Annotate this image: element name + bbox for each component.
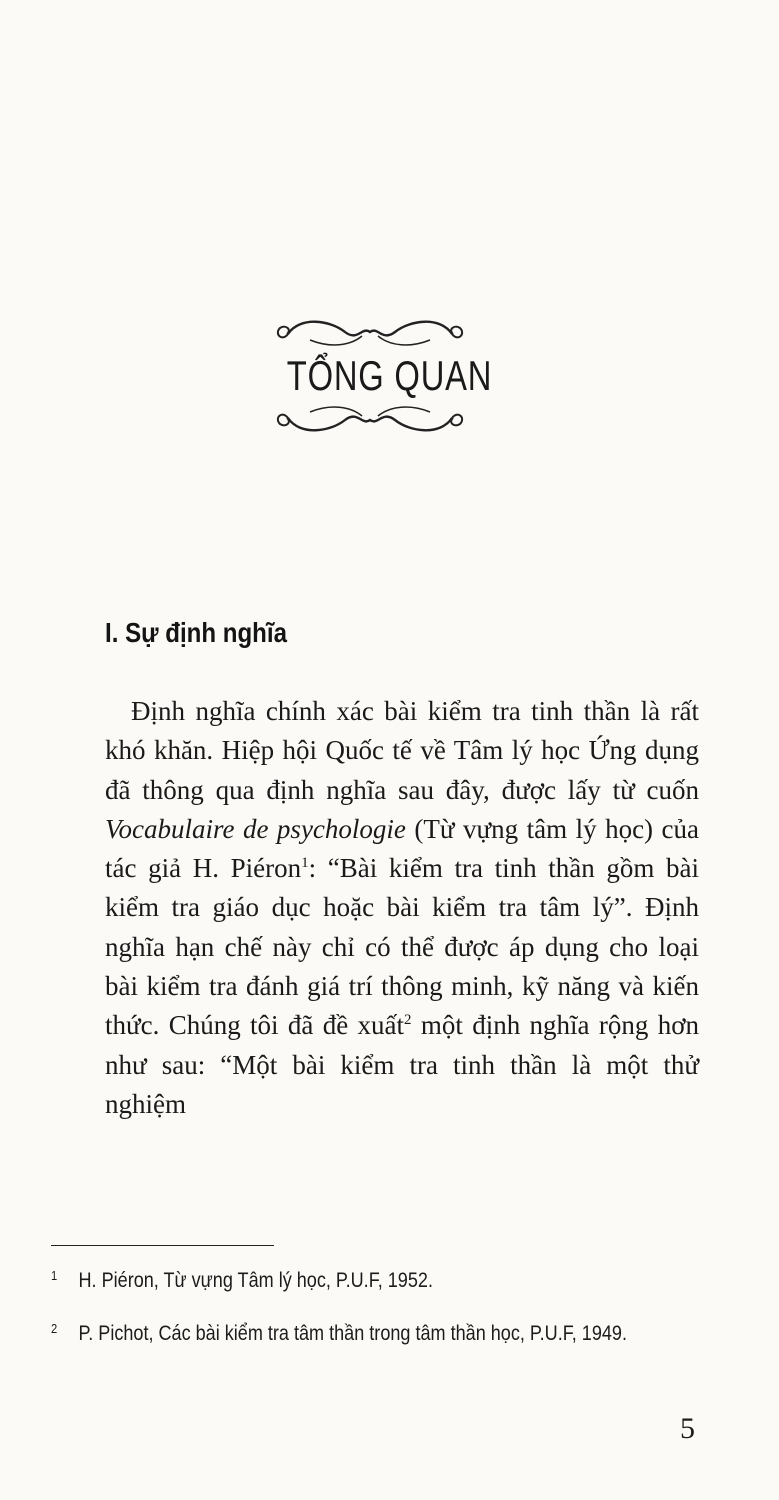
footnote-ref-1: 1 — [301, 855, 309, 872]
footnote-number: 2 — [51, 1321, 58, 1336]
footnote-number: 1 — [51, 1268, 58, 1283]
footnote-2 — [51, 1321, 627, 1346]
paragraph-text-1: Định nghĩa chính xác bài kiểm tra tinh thần là rất khó khăn. Hiệp hội Quốc tế về Tâm lý học Ứng dụng đã thông qua định nghĩa sau đây, được lấy từ cuốn — [105, 696, 699, 805]
footnote-1 — [51, 1268, 433, 1293]
section-heading: I. Sự định nghĩa — [105, 617, 287, 648]
footnote-divider — [51, 1245, 274, 1246]
footnote-ref-2: 2 — [404, 1012, 412, 1029]
page-number: 5 — [680, 1412, 695, 1445]
paragraph-text-3: : “Bài kiểm tra tinh thần gồm bài kiểm tra giáo dục hoặc bài kiểm tra tâm lý”. Định nghĩa hạn chế này chỉ có thể được áp dụng cho loại bài kiểm tra đánh giá trí thông minh, kỹ năng và kiến thức. Chúng tôi đã đề xuất — [105, 853, 699, 1041]
body-paragraph — [105, 692, 699, 1124]
flourish-bottom-ornament — [270, 400, 470, 440]
footnote-text: H. Piéron, Từ vựng Tâm lý học, P.U.F, 1952. — [78, 1269, 433, 1292]
book-title: Vocabulaire de psychologie — [105, 813, 406, 844]
flourish-top-ornament — [270, 312, 470, 352]
chapter-title: TỔNG QUAN — [286, 352, 493, 399]
paragraph-text-2: (Từ vựng tâm lý học) của tác giả H. Piéron — [105, 813, 700, 884]
footnote-text: P. Pichot, Các bài kiểm tra tâm thần trong tâm thần học, P.U.F, 1949. — [78, 1322, 627, 1345]
paragraph-text-4: một định nghĩa rộng hơn như sau: “Một bài kiểm tra tinh thần là một thử nghiệm — [105, 1010, 699, 1119]
